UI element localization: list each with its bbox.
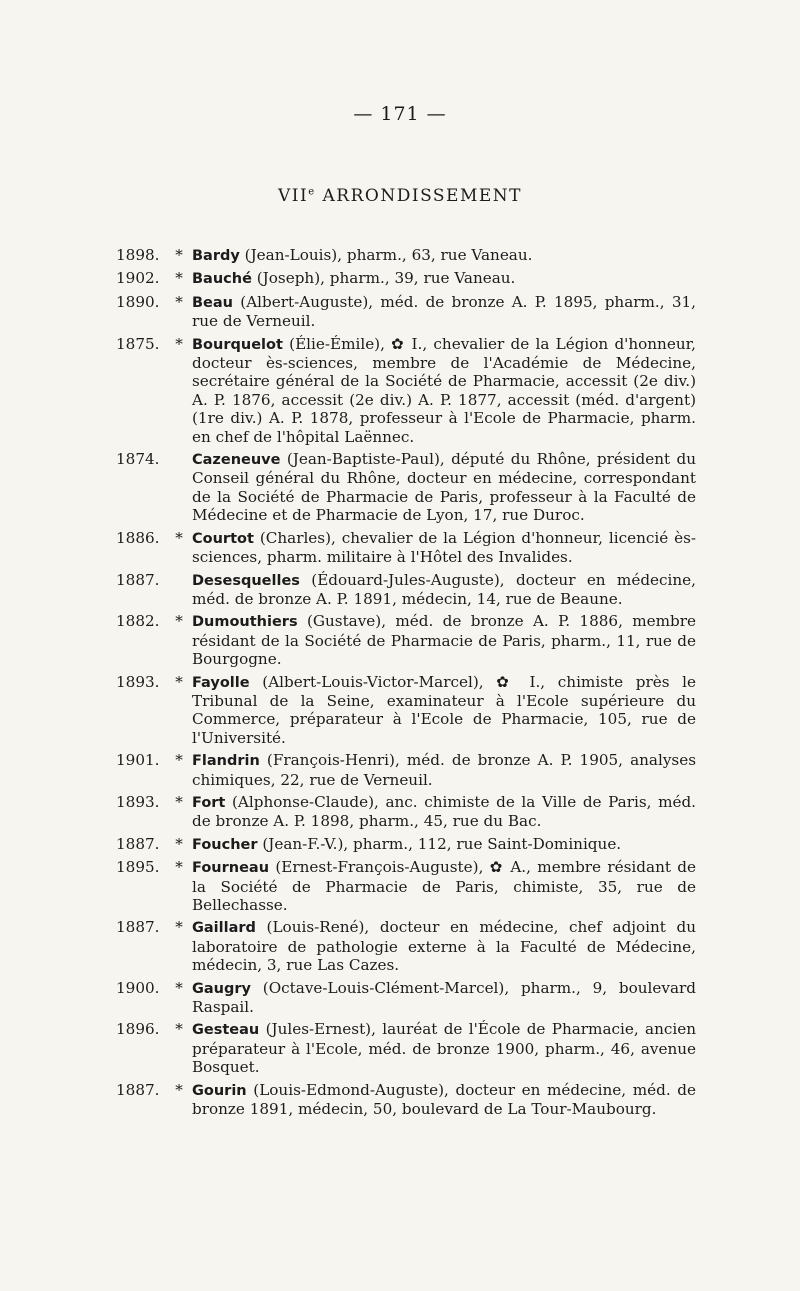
entry-name: Foucher (192, 836, 258, 853)
list-item (116, 858, 696, 914)
entry-name: Gaillard (192, 920, 256, 937)
entry-star: * (175, 1020, 183, 1039)
entry-name: Cazeneuve (192, 452, 281, 469)
entry-year: 1893. (116, 792, 160, 811)
entry-text: (Jules-Ernest), lauréat de l'École de Pharmacie, ancien préparateur à l'Ecole, méd. de bronze 1900, pharm., 46, avenue Bosquet. (192, 1020, 696, 1077)
entry-text: (Octave-Louis-Clément-Marcel), pharm., 9, boulevard Raspail. (192, 978, 696, 1017)
entry-year: 1887. (116, 570, 160, 589)
entry-year: 1886. (116, 528, 160, 547)
entry-name: Courtot (192, 530, 254, 547)
entry-name: Desesquelles (192, 572, 300, 589)
entry-star: * (175, 1080, 183, 1099)
list-item (116, 529, 696, 567)
entry-star: * (175, 334, 183, 353)
entry-year: 1895. (116, 858, 160, 877)
entry-name: Gaugry (192, 980, 251, 997)
entry-text: (Louis-René), docteur en médecine, chef adjoint du laboratoire de pathologie externe à la Faculté de Médecine, médecin, 3, rue Las Cazes. (192, 918, 697, 975)
entry-name: Gesteau (192, 1022, 260, 1039)
entry-name: Fayolle (192, 674, 250, 691)
list-item (116, 571, 696, 609)
list-item (116, 673, 696, 748)
entry-text: (Joseph), pharm., 39, rue Vaneau. (256, 269, 516, 288)
section-title (0, 186, 800, 206)
entry-star: * (175, 834, 183, 853)
list-item (116, 246, 696, 265)
entry-star: * (175, 269, 183, 288)
entry-text: (Albert-Auguste), méd. de bronze A. P. 1895, pharm., 31, rue de Verneuil. (192, 292, 696, 331)
entry-text: (Jean-Louis), pharm., 63, rue Vaneau. (244, 246, 533, 264)
entry-year: 1890. (116, 292, 160, 311)
entry-star: * (175, 292, 183, 311)
list-item (116, 293, 696, 331)
entry-year: 1893. (116, 672, 160, 691)
list-item (116, 450, 696, 525)
entry-name: Bourquelot (192, 336, 283, 353)
entry-star: * (175, 672, 183, 691)
entry-year: 1887. (116, 1080, 160, 1099)
entry-text: (Élie-Émile), ✿ I., chevalier de la Légion d'honneur, docteur ès-sciences, membre de l'Académie de Médecine, secrétaire général de la Société de Pharmacie, accessit (2e div.) A. P. 1876, accessit (2e div.) A. P. 1877, accessit (méd. d'argent) (1re div.) A. P. 1878, professeur à l'Ecole de Pharmacie, pharm. en chef de l'hôpital Laënnec. (192, 334, 697, 446)
section-title-sup: e (308, 186, 316, 198)
entry-text: (Ernest-François-Auguste), ✿ A., membre résidant de la Société de Pharmacie de Paris, chimiste, 35, rue de Bellechasse. (192, 858, 697, 914)
list-item (116, 918, 696, 974)
list-item (116, 751, 696, 789)
entry-star: * (175, 751, 183, 770)
entry-year: 1887. (116, 918, 160, 937)
entry-star: * (175, 858, 183, 877)
list-item (116, 269, 696, 288)
entry-name: Gourin (192, 1082, 247, 1099)
entry-year: 1887. (116, 834, 160, 853)
entry-text: (François-Henri), méd. de bronze A. P. 1905, analyses chimiques, 22, rue de Verneuil. (192, 751, 696, 789)
list-item (116, 793, 696, 831)
entry-star: * (175, 918, 183, 937)
list-item (116, 835, 696, 854)
section-title-rest: ARRONDISSEMENT (315, 186, 522, 206)
entry-name: Bardy (192, 248, 240, 264)
page-number: — 171 — (353, 103, 447, 125)
section-title-prefix: VII (277, 186, 309, 206)
entry-text: (Albert-Louis-Victor-Marcel), ✿ I., chimiste près le Tribunal de la Seine, examinateur à l'Ecole supérieure du Commerce, préparateur à l'Ecole de Pharmacie, 105, rue de l'Université. (192, 672, 697, 747)
entry-star: * (175, 978, 183, 997)
entry-name: Bauché (192, 271, 252, 288)
entry-text: (Édouard-Jules-Auguste), docteur en médecine, méd. de bronze A. P. 1891, médecin, 14, rue de Beaune. (192, 570, 696, 608)
entry-text: (Gustave), méd. de bronze A. P. 1886, membre résidant de la Société de Pharmacie de Paris, pharm., 11, rue de Bourgogne. (192, 612, 696, 669)
list-item (116, 979, 696, 1017)
entry-star: * (175, 792, 183, 811)
entry-name: Flandrin (192, 753, 260, 770)
list-item (116, 335, 696, 446)
list-item (116, 1020, 696, 1076)
entry-list (116, 246, 696, 1122)
entry-name: Fort (192, 794, 226, 811)
entry-star (166, 450, 192, 525)
list-item (116, 612, 696, 668)
entry-text: (Alphonse-Claude), anc. chimiste de la Ville de Paris, méd. de bronze A. P. 1898, pharm., 45, rue du Bac. (192, 792, 697, 831)
entry-year: 1898. (116, 246, 160, 264)
entry-text: (Jean-Baptiste-Paul), député du Rhône, président du Conseil général du Rhône, docteur en médecine, correspondant de la Société de Pharmacie de Paris, professeur à la Faculté de Médecine et de Pharmacie de Lyon, 17, rue Duroc. (192, 450, 697, 525)
entry-year: 1902. (116, 269, 160, 288)
list-item (116, 1081, 696, 1119)
entry-name: Beau (192, 294, 233, 311)
entry-text: (Louis-Edmond-Auguste), docteur en médecine, méd. de bronze 1891, médecin, 50, boulevard de La Tour-Maubourg. (192, 1080, 696, 1119)
entry-star: * (175, 246, 183, 264)
entry-star (166, 571, 192, 609)
entry-text: (Charles), chevalier de la Légion d'honneur, licencié ès-sciences, pharm. militaire à l'Hôtel des Invalides. (192, 528, 697, 567)
entry-year: 1875. (116, 334, 160, 353)
entry-text: (Jean-F.-V.), pharm., 112, rue Saint-Dominique. (262, 834, 622, 853)
entry-star: * (175, 528, 183, 547)
entry-name: Dumouthiers (192, 614, 298, 631)
entry-year: 1900. (116, 978, 160, 997)
entry-year: 1901. (116, 751, 160, 770)
entry-name: Fourneau (192, 860, 270, 877)
entry-year: 1874. (116, 450, 160, 469)
entry-year: 1882. (116, 612, 160, 631)
entry-year: 1896. (116, 1020, 160, 1039)
entry-star: * (175, 612, 183, 631)
